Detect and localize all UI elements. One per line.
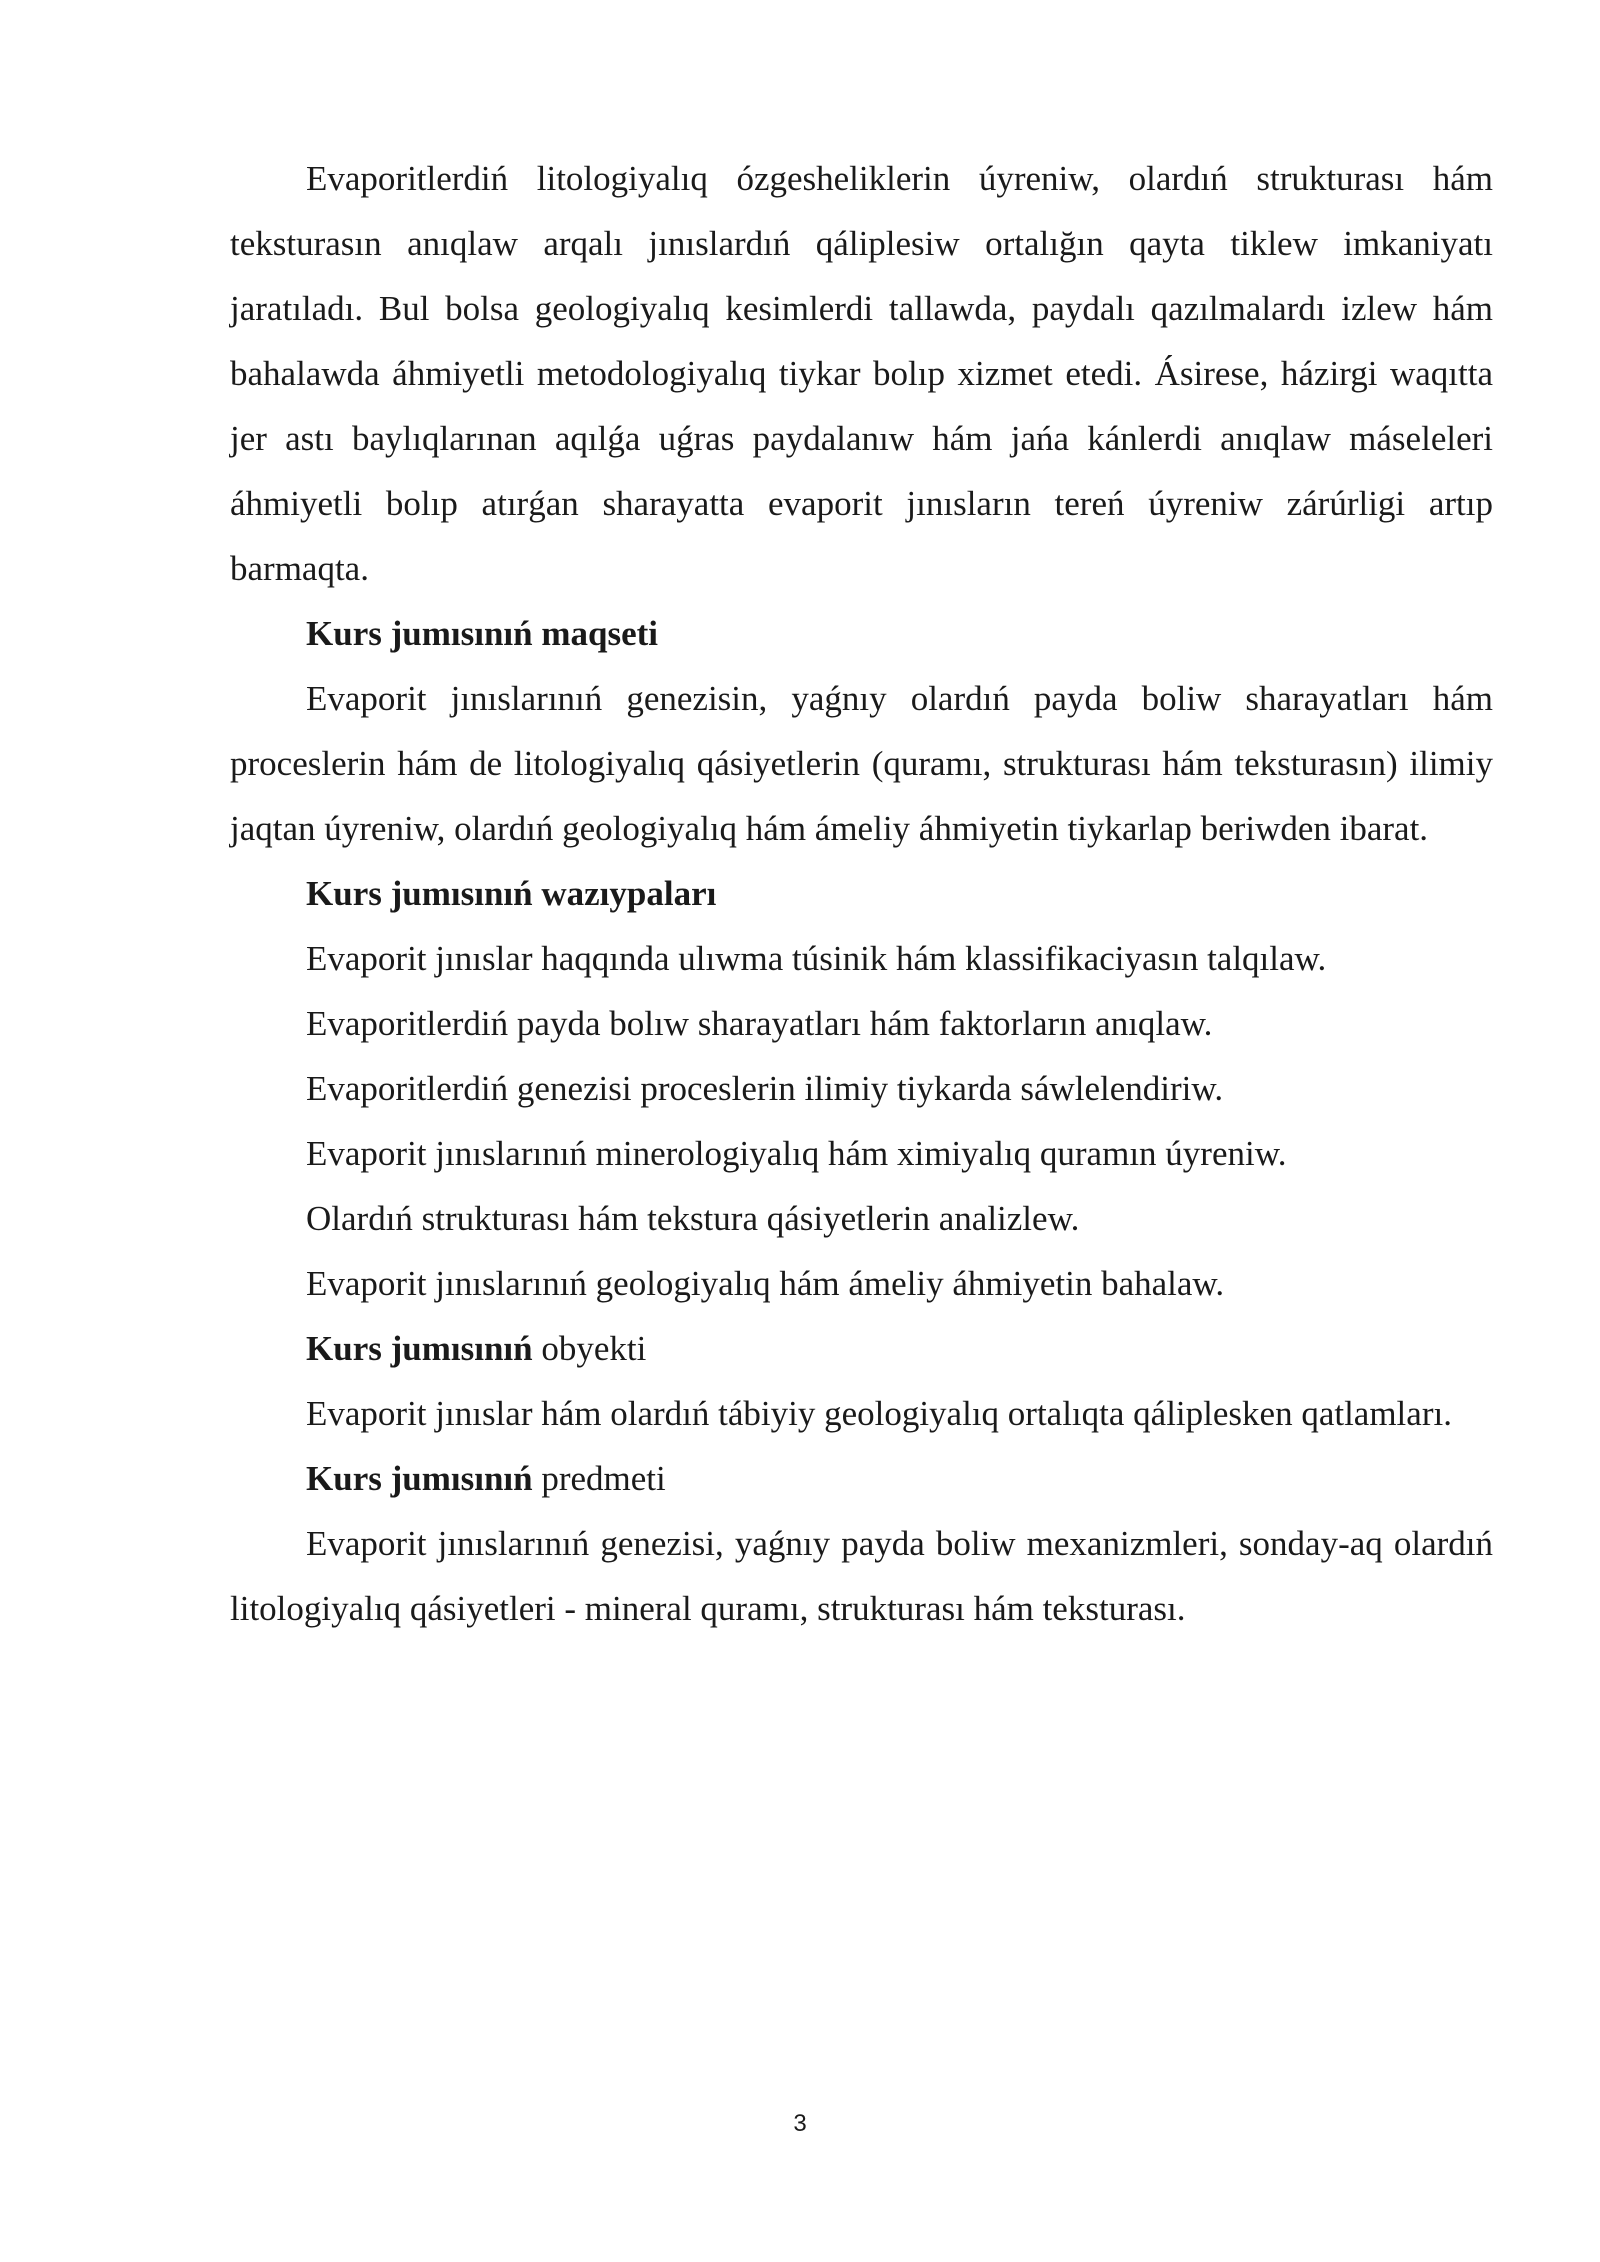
object-heading-rest: obyekti [532,1329,647,1368]
task-item: Evaporitlerdiń genezisi proceslerin ilimiy tiykarda sáwlelendiriw. [306,1069,1224,1108]
object-paragraph: Evaporit jınıslar hám olardıń tábiyiy geologiyalıq ortalıqta qáliplesken qatlamları. [306,1394,1452,1433]
subject-heading-rest: predmeti [532,1459,666,1498]
page-number: 3 [793,2110,807,2137]
task-item: Olardıń strukturası hám tekstura qásiyetlerin analizlew. [306,1199,1080,1238]
subject-heading [230,1446,1493,1511]
goal-paragraph: Evaporit jınıslarınıń genezisin, yaǵnıy olardıń payda boliw sharayatları hám proceslerin hám de litologiyalıq qásiyetlerin (quramı, strukturası hám teksturasın) ilimiy jaqtan úyreniw, olardıń geologiyalıq hám ámeliy áhmiyetin tiykarlap beriwden ibarat. [230,679,1493,848]
goal-heading-text: Kurs jumısınıń maqseti [306,614,658,653]
tasks-heading [230,861,1493,926]
task-item: Evaporit jınıslarınıń minerologiyalıq hám ximiyalıq quramın úyreniw. [306,1134,1287,1173]
object-heading [230,1316,1493,1381]
subject-heading-bold: Kurs jumısınıń [306,1459,533,1498]
task-item: Evaporit jınıslar haqqında ulıwma túsinik hám klassifikaciyasın talqılaw. [306,939,1327,978]
object-heading-bold: Kurs jumısınıń [306,1329,533,1368]
tasks-heading-text: Kurs jumısınıń wazıypaları [306,874,717,913]
page-content [230,146,1493,1641]
subject-paragraph: Evaporit jınıslarınıń genezisi, yaǵnıy payda boliw mexanizmleri, sonday-aq olardıń litologiyalıq qásiyetleri - mineral quramı, strukturası hám teksturası. [230,1524,1493,1628]
task-item: Evaporit jınıslarınıń geologiyalıq hám ámeliy áhmiyetin bahalaw. [306,1264,1225,1303]
goal-heading [230,601,1493,666]
intro-paragraph: Evaporitlerdiń litologiyalıq ózgesheliklerin úyreniw, olardıń strukturası hám teksturasın anıqlaw arqalı jınıslardıń qáliplesiw ortalığın qayta tiklew imkaniyatı jaratıladı. Bul bolsa geologiyalıq kesimlerdi tallawda, paydalı qazılmalardı izlew hám bahalawda áhmiyetli metodologiyalıq tiykar bolıp xizmet etedi. Ásirese, házirgi waqıtta jer astı baylıqlarınan aqılǵa uǵras paydalanıw hám jańa kánlerdi anıqlaw máseleleri áhmiyetli bolıp atırǵan sharayatta evaporit jınısların tereń úyreniw zárúrligi artıp barmaqta. [230,159,1493,588]
task-item: Evaporitlerdiń payda bolıw sharayatları hám faktorların anıqlaw. [306,1004,1213,1043]
